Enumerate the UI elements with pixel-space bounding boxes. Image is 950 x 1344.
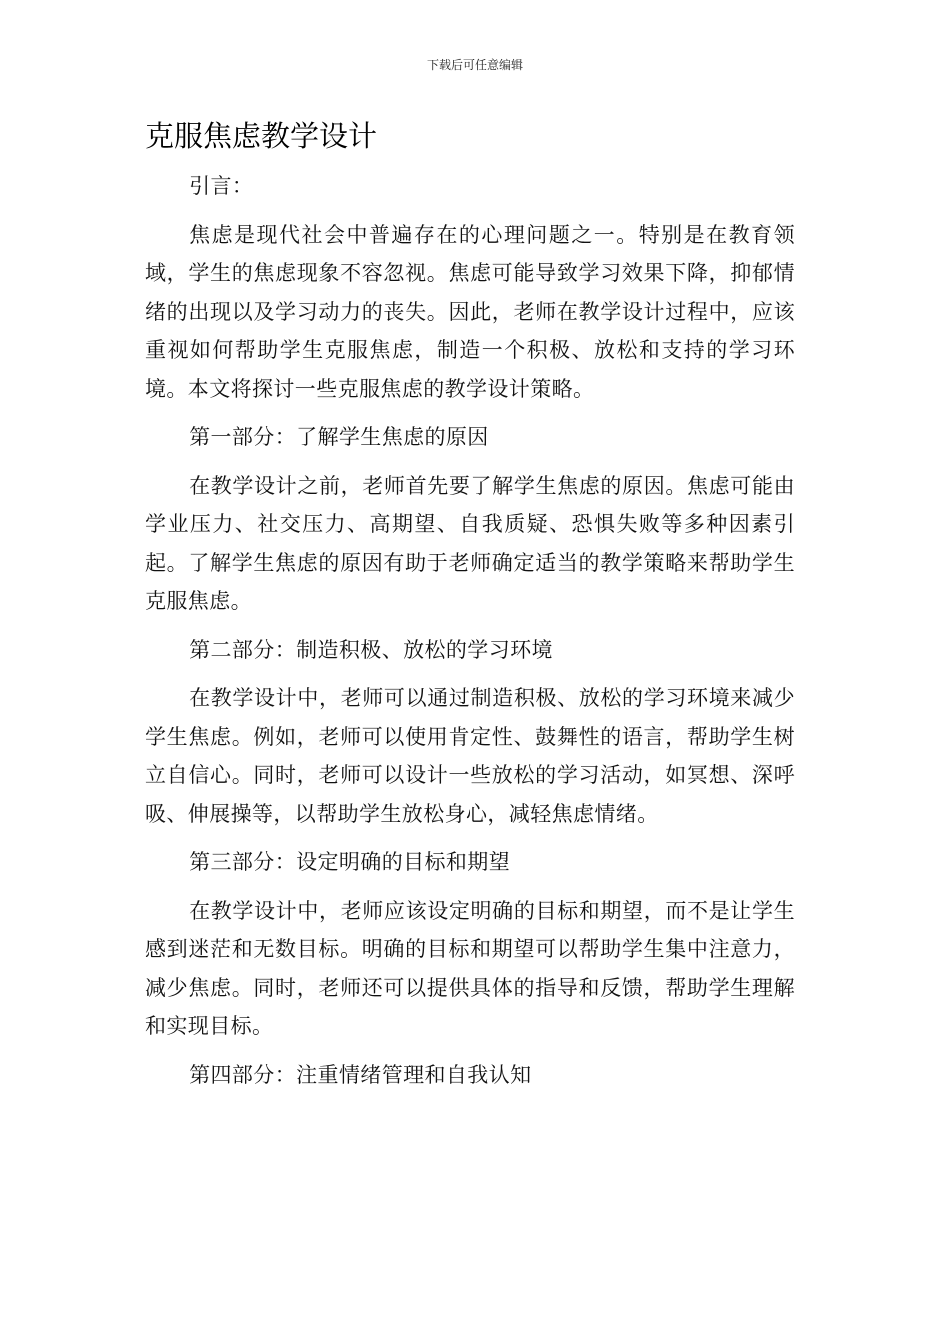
document-body	[145, 167, 795, 1104]
document-title: 克服焦虑教学设计	[145, 119, 378, 153]
section-paragraph-part-2: 在教学设计中，老师可以通过制造积极、放松的学习环境来减少学生焦虑。例如，老师可以使用肯定性、鼓舞性的语言，帮助学生树立自信心。同时，老师可以设计一些放松的学习活动，如冥想、深呼吸、伸展操等，以帮助学生放松身心，减轻焦虑情绪。	[145, 686, 795, 826]
section-paragraph-part-3: 在教学设计中，老师应该设定明确的目标和期望，而不是让学生感到迷茫和无数目标。明确的目标和期望可以帮助学生集中注意力，减少焦虑。同时，老师还可以提供具体的指导和反馈，帮助学生理解和实现目标。	[145, 898, 795, 1038]
intro-label: 引言：	[189, 174, 254, 198]
header-note: 下载后可任意编辑	[426, 58, 523, 72]
section-heading-part-3: 第三部分：设定明确的目标和期望	[189, 850, 511, 874]
section-heading-part-4: 第四部分：注重情绪管理和自我认知	[189, 1062, 532, 1087]
section-heading-part-2: 第二部分：制造积极、放松的学习环境	[189, 637, 553, 662]
intro-paragraph: 焦虑是现代社会中普遍存在的心理问题之一。特别是在教育领域，学生的焦虑现象不容忽视。焦虑可能导致学习效果下降，抑郁情绪的出现以及学习动力的丧失。因此，老师在教学设计过程中，应该重视如何帮助学生克服焦虑，制造一个积极、放松和支持的学习环境。本文将探讨一些克服焦虑的教学设计策略。	[145, 222, 795, 401]
section-paragraph-part-1: 在教学设计之前，老师首先要了解学生焦虑的原因。焦虑可能由学业压力、社交压力、高期望、自我质疑、恐惧失败等多种因素引起。了解学生焦虑的原因有助于老师确定适当的教学策略来帮助学生克服焦虑。	[145, 473, 795, 613]
section-heading-part-1: 第一部分：了解学生焦虑的原因	[189, 425, 489, 449]
